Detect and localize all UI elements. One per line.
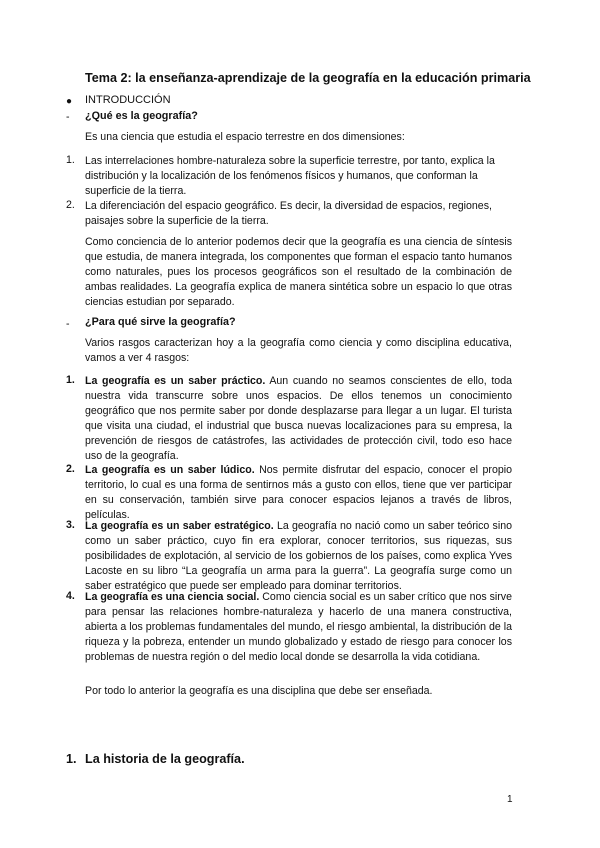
trait-heading-3: La geografía es un saber estratégico. xyxy=(85,520,274,532)
bullet-icon: ● xyxy=(66,96,73,107)
document-title: Tema 2: la enseñanza-aprendizaje de la geografía en la educación primaria xyxy=(85,71,531,85)
trait-number-2: 2. xyxy=(66,463,75,475)
dash-marker: - xyxy=(66,318,70,330)
section-title: La historia de la geografía. xyxy=(85,752,245,766)
trait-number-4: 4. xyxy=(66,590,75,602)
dimension-number-1: 1. xyxy=(66,154,75,166)
q1-intro: Es una ciencia que estudia el espacio terrestre en dos dimensiones: xyxy=(85,131,405,143)
trait-body-2: Nos permite disfrutar del espacio, conocer el propio territorio, lo cual es una forma de sentirnos más a gusto con ellos, tiene que ver participar en su conservación, también sirve para conocer espacios lejanos a través de libros, películas. xyxy=(85,464,512,521)
trait-body-3: La geografía no nació como un saber teórico sino como un saber práctico, cuyo fin era explorar, conocer territorios, sus riquezas, sus posibilidades de explotación, al servicio de los gobiernos de los países, como explica Yves Lacoste en su libro “La geografía un arma para la guerra”. La geografía surge como un saber estratégico que puede ser empleado para dominar territorios. xyxy=(85,520,512,592)
trait-text-1 xyxy=(85,374,512,464)
trait-text-3 xyxy=(85,519,512,594)
dimension-text-2: La diferenciación del espacio geográfico. Es decir, la diversidad de espacios, regiones, paisajes sobre la superficie de la tierra. xyxy=(85,200,492,227)
dash-marker: - xyxy=(66,111,70,123)
trait-text-2 xyxy=(85,463,512,523)
dimension-number-2: 2. xyxy=(66,199,75,211)
intro-heading: INTRODUCCIÓN xyxy=(85,94,171,106)
question-what-is-it-for: ¿Para qué sirve la geografía? xyxy=(85,316,236,328)
trait-heading-4: La geografía es una ciencia social. xyxy=(85,591,260,603)
page-number: 1 xyxy=(507,794,513,805)
section-number: 1. xyxy=(66,752,77,766)
q1-conclusion: Como conciencia de lo anterior podemos decir que la geografía es una ciencia de síntesis que estudia, de manera integrada, los componentes que forman el espacio tanto humanos como naturales, pues los procesos geográficos son el resultado de la combinación de ambas realidades. La geografía explica de manera sintética sobre un espacio lo que otras ciencias estudian por separado. xyxy=(85,236,512,308)
q2-conclusion: Por todo lo anterior la geografía es una disciplina que debe ser enseñada. xyxy=(85,685,433,697)
question-what-is-geography: ¿Qué es la geografía? xyxy=(85,110,198,122)
trait-text-4 xyxy=(85,590,512,665)
trait-body-4: Como ciencia social es un saber crítico que nos sirve para pensar las relaciones hombre-naturaleza y hacerlo de una manera constructiva, abierta a los problemas fundamentales del mundo, el riesgo ambiental, la distribución de la riqueza y la pobreza, entender un mundo globalizado y estado de riesgo para conocer los problemas de nuestra región o del medio local donde se desarrolla la vida cotidiana. xyxy=(85,591,513,663)
trait-body-1: Aun cuando no seamos conscientes de ello, toda nuestra vida transcurre sobre unos espacios. De ellos tenemos un conocimiento geográfico que nos permite saber por donde desplazarse para llegar a un lugar. El turista que visita una ciudad, el industrial que busca nuevas localizaciones para su empresa, la prevención de riesgos de catástrofes, las actividades de protección civil, todo eso hace uso de la geografía. xyxy=(85,375,512,462)
trait-heading-1: La geografía es un saber práctico. xyxy=(85,375,266,387)
q2-intro: Varios rasgos caracterizan hoy a la geografía como ciencia y como disciplina educativa, vamos a ver 4 rasgos: xyxy=(85,337,512,364)
dimension-text-1: Las interrelaciones hombre-naturaleza sobre la superficie terrestre, por tanto, explica la distribución y la localización de los fenómenos físicos y humanos, que conforman la superficie de la tierra. xyxy=(85,155,495,197)
trait-number-1: 1. xyxy=(66,374,75,386)
trait-heading-2: La geografía es un saber lúdico. xyxy=(85,464,255,476)
trait-number-3: 3. xyxy=(66,519,75,531)
